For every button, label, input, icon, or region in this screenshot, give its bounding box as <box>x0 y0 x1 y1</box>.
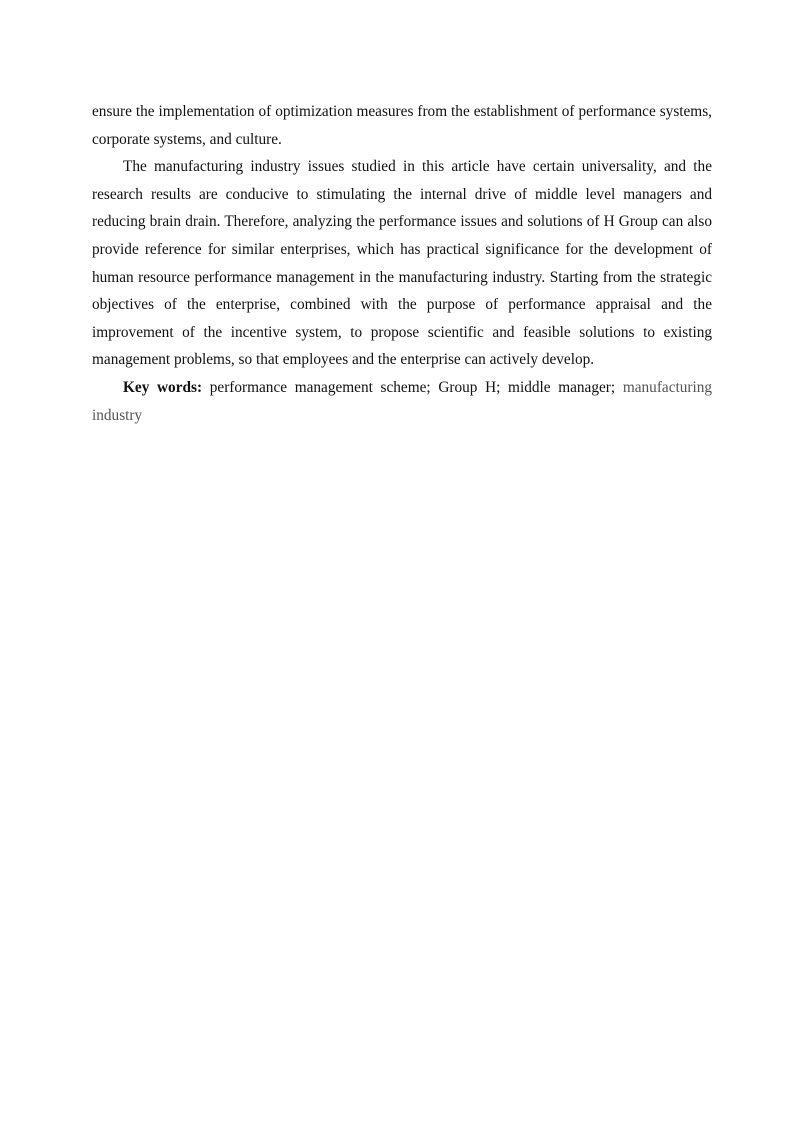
keywords-muted-term: manufacturing industry <box>92 378 713 424</box>
body-paragraph-continuation: ensure the implementation of optimization measures from the establishment of performance systems, corporate systems, and culture. <box>92 103 712 148</box>
keywords-label: Key words: <box>123 378 203 396</box>
keywords-line <box>92 374 712 429</box>
document-page <box>92 98 712 429</box>
body-paragraph: The manufacturing industry issues studied in this article have certain universality, and the research results are conducive to stimulating the internal drive of middle level managers and reducing brain drain. Therefore, analyzing the performance issues and solutions of H Group can also provide reference for similar enterprises, which has practical significance for the development of human resource performance management in the manufacturing industry. Starting from the strategic objectives of the enterprise, combined with the purpose of performance appraisal and the improvement of the incentive system, to propose scientific and feasible solutions to existing management problems, so that employees and the enterprise can actively develop. <box>92 158 712 369</box>
keywords-terms: performance management scheme; Group H; middle manager; <box>209 378 616 396</box>
